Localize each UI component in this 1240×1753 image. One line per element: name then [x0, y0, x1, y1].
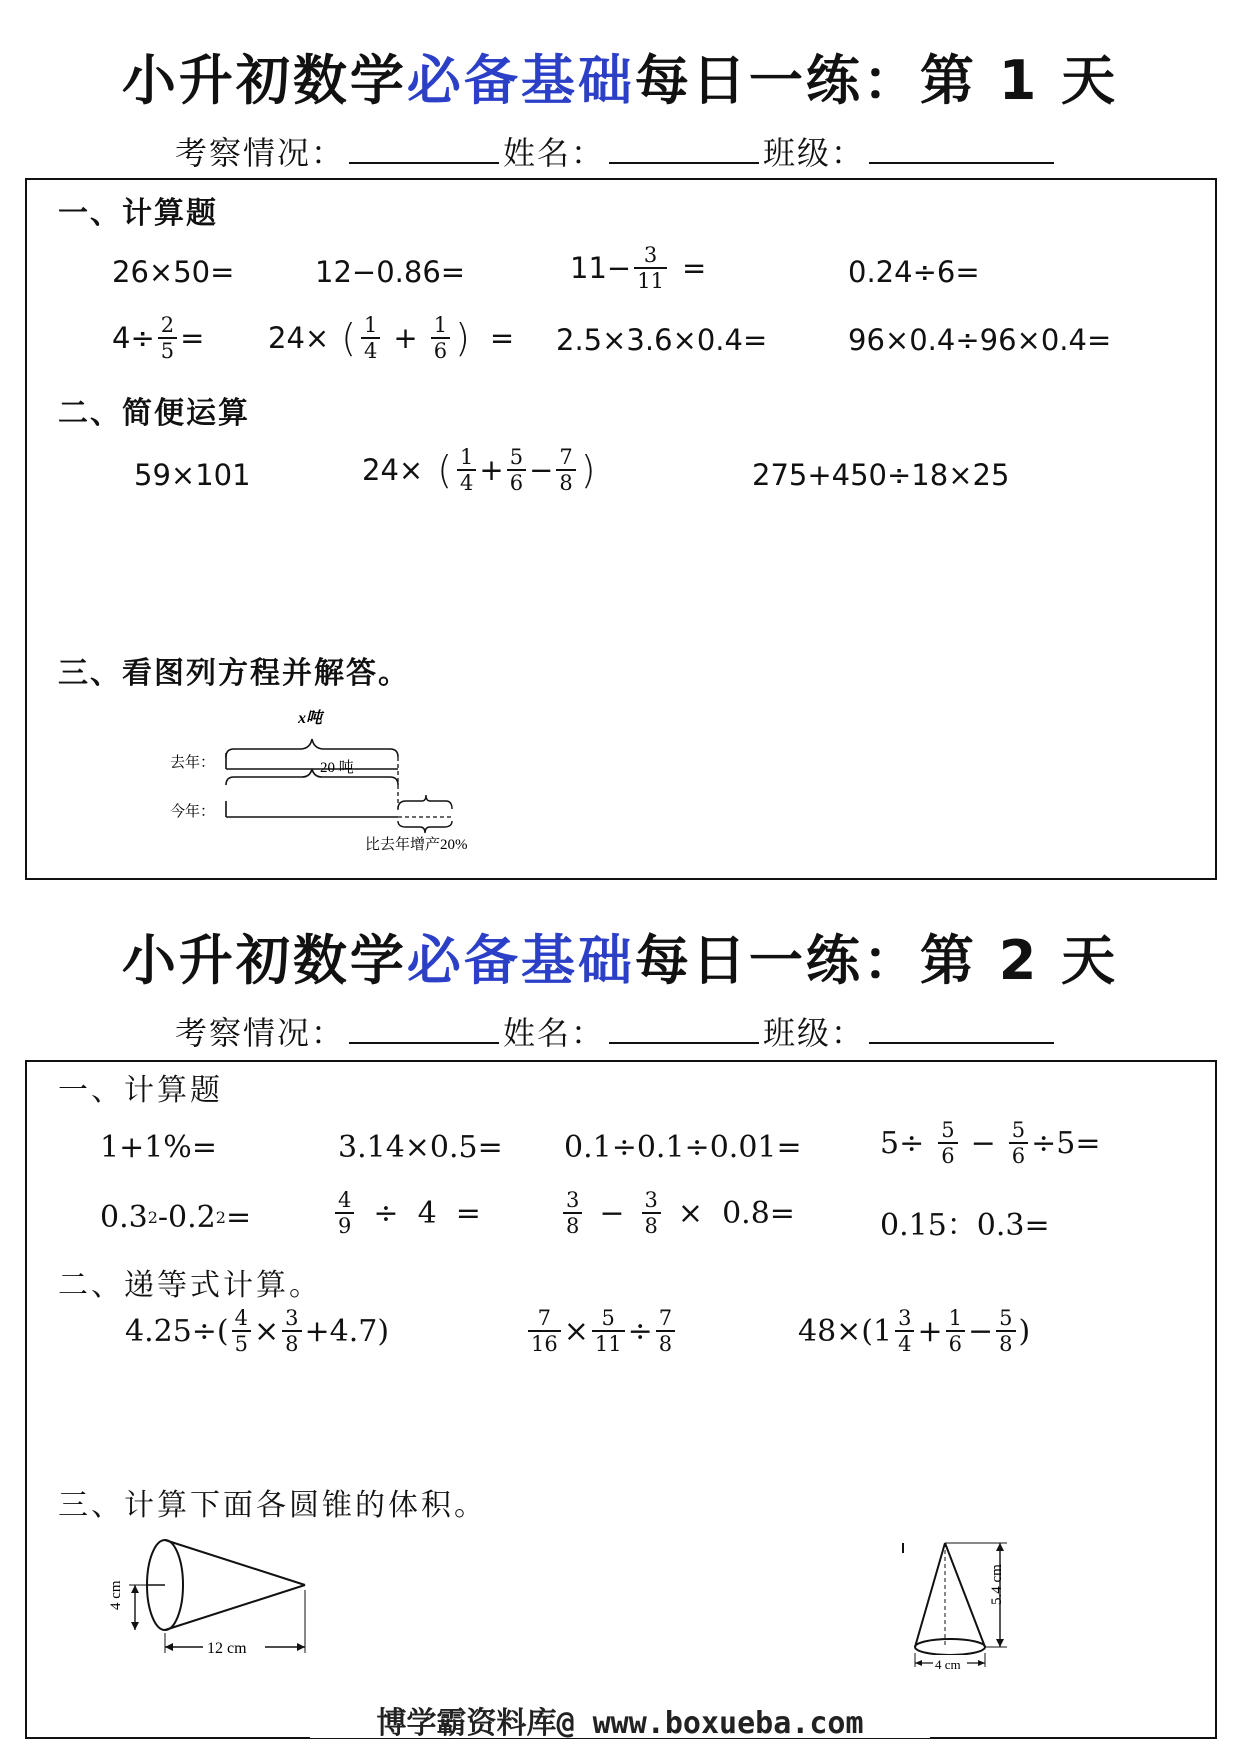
cone2-height-label: 5.4 cm: [989, 1564, 1005, 1605]
title-part: 每日一练：第 2 天: [634, 929, 1119, 992]
expr-part: ÷ 4 =: [373, 1195, 481, 1231]
cone1-figure: [95, 1535, 325, 1665]
expr-part: 4÷: [112, 321, 155, 356]
cone1-radius-label: 4 cm: [108, 1580, 124, 1610]
expr: 26×50=: [112, 255, 235, 289]
expr: 1+1%=: [100, 1130, 217, 1165]
expr-part: ÷5=: [1031, 1125, 1101, 1161]
fraction: $\frac{4}{9}$: [335, 1188, 354, 1238]
fraction: $\frac{1}{6}$: [946, 1306, 965, 1356]
day2-title: [0, 918, 1240, 995]
expr: [112, 313, 204, 363]
expr-part: =: [681, 251, 707, 286]
expr: [880, 1118, 1101, 1168]
expr: 24× ( $\frac{1}{4}$ + $\frac{1}{6}$ ) =: [268, 313, 515, 364]
expr-part: 11−: [570, 251, 632, 286]
expr-part: ): [1018, 1313, 1031, 1349]
check-blank[interactable]: [349, 134, 499, 164]
brace-top: [226, 739, 398, 757]
fraction: $\frac{3}{4}$: [895, 1306, 914, 1356]
expr: 2.5×3.6×0.4=: [556, 323, 768, 357]
expr-part: +: [479, 453, 504, 488]
check-label: 考察情况：: [175, 1014, 346, 1052]
expr: 59×101: [134, 458, 251, 492]
day1-info-line: [175, 128, 1058, 174]
expr-part: 4.25÷(: [125, 1313, 229, 1349]
expr-part: −: [599, 1195, 625, 1231]
cone1-height-label: 12 cm: [207, 1640, 247, 1657]
watermark-text: 博学霸资料库@ www.boxueba.com: [376, 1706, 864, 1741]
check-label: 考察情况：: [175, 134, 346, 172]
expr-part: ×: [563, 1313, 589, 1349]
expr-part: −: [529, 453, 554, 488]
expr: 0.1÷0.1÷0.01=: [564, 1130, 802, 1165]
title-part: 小升初数学: [121, 49, 407, 112]
day1-brace-diagram: [160, 705, 520, 855]
title-part: 每日一练：第 1 天: [634, 49, 1119, 112]
increase-label: 比去年增产20%: [365, 837, 468, 853]
diagram-top-label: x吨: [298, 710, 323, 727]
expr: [100, 1200, 251, 1235]
expr-part: 0.3: [100, 1200, 148, 1235]
title-highlight: 必备基础: [406, 49, 635, 112]
class-label: 班级：: [763, 1014, 866, 1052]
fraction: $\frac{5}{6}$: [938, 1118, 957, 1168]
day1-title: [0, 38, 1240, 115]
expr: [525, 1306, 678, 1356]
expr: [570, 243, 706, 293]
fraction: $\frac{7}{8}$: [556, 445, 575, 495]
cone2-diameter-label: 4 cm: [935, 1657, 961, 1672]
day1-section1-heading: 一、计算题: [58, 196, 218, 231]
fraction: $\frac{7}{8}$: [656, 1306, 675, 1356]
last-year-label: 去年：: [170, 755, 216, 771]
this-year-label: 今年：: [170, 804, 216, 820]
fraction: $\frac{5}{6}$: [507, 445, 526, 495]
expr: [332, 1188, 481, 1238]
class-blank[interactable]: [869, 1014, 1054, 1044]
expr: [125, 1306, 389, 1356]
expr: [560, 1188, 795, 1238]
expr: 275+450÷18×25: [752, 458, 1010, 492]
expr-part: =: [225, 1200, 252, 1235]
expr: 12−0.86=: [315, 255, 466, 289]
name-blank[interactable]: [609, 1014, 759, 1044]
expr-part: 24×: [268, 321, 330, 356]
mid-label: 20 吨: [320, 760, 354, 776]
expr-part: 24×: [362, 453, 424, 488]
fraction: $\frac{2}{5}$: [158, 313, 177, 363]
expr-part: =: [489, 321, 515, 356]
expr-part: =: [180, 321, 205, 356]
day2-info-line: [175, 1008, 1058, 1054]
expr: 3.14×0.5=: [338, 1130, 503, 1165]
expr-part: -0.2: [157, 1200, 216, 1235]
class-blank[interactable]: [869, 134, 1054, 164]
day2-section2-heading: 二、递等式计算。: [58, 1268, 322, 1303]
check-blank[interactable]: [349, 1014, 499, 1044]
cone2-figure: [895, 1535, 1025, 1675]
expr-part: ÷: [627, 1313, 653, 1349]
expr-part: × 0.8=: [677, 1195, 795, 1231]
expr-part: −: [968, 1313, 994, 1349]
day2-section3-heading: 三、计算下面各圆锥的体积。: [58, 1488, 487, 1523]
fraction: $\frac{5}{8}$: [996, 1306, 1015, 1356]
day1-section2-heading: 二、简便运算: [58, 396, 250, 431]
expr-part: −: [970, 1125, 996, 1161]
expr: 96×0.4÷96×0.4=: [848, 323, 1112, 357]
brace-mid: [226, 769, 398, 785]
expr-part: +4.7): [304, 1313, 390, 1349]
title-highlight: 必备基础: [406, 929, 635, 992]
fraction: $\frac{1}{4}$: [361, 313, 380, 363]
fraction: $\frac{5}{11}$: [592, 1306, 625, 1356]
exponent: 2: [215, 1208, 226, 1227]
day1-section3-heading: 三、看图列方程并解答。: [58, 656, 410, 691]
expr-part: ×: [254, 1313, 280, 1349]
class-label: 班级：: [763, 134, 866, 172]
fraction: $\frac{5}{6}$: [1009, 1118, 1028, 1168]
expr-part: 5÷: [880, 1125, 925, 1161]
fraction: $\frac{4}{5}$: [232, 1306, 251, 1356]
fraction: $\frac{3}{11}$: [634, 243, 667, 293]
expr: 0.15：0.3=: [880, 1208, 1050, 1243]
expr: 0.24÷6=: [848, 255, 980, 289]
expr: [798, 1306, 1030, 1356]
expr-part: 48×(1: [798, 1313, 893, 1349]
exponent: 2: [147, 1208, 158, 1227]
day2-section1-heading: 一、计算题: [58, 1073, 223, 1108]
expr-part: +: [393, 321, 418, 356]
expr: 24× ( $\frac{1}{4}$ + $\frac{5}{6}$ − $\frac{7}{8}$ ): [362, 445, 596, 496]
fraction: $\frac{3}{8}$: [642, 1188, 661, 1238]
fraction: $\frac{7}{16}$: [528, 1306, 561, 1356]
name-label: 姓名：: [503, 1014, 606, 1052]
expr-part: +: [917, 1313, 943, 1349]
fraction: $\frac{1}{6}$: [431, 313, 450, 363]
fraction: $\frac{3}{8}$: [563, 1188, 582, 1238]
fraction: $\frac{3}{8}$: [282, 1306, 301, 1356]
name-label: 姓名：: [503, 134, 606, 172]
brace-bottom: [398, 821, 452, 833]
name-blank[interactable]: [609, 134, 759, 164]
title-part: 小升初数学: [121, 929, 407, 992]
cone2-base: [915, 1639, 985, 1655]
fraction: $\frac{1}{4}$: [457, 445, 476, 495]
